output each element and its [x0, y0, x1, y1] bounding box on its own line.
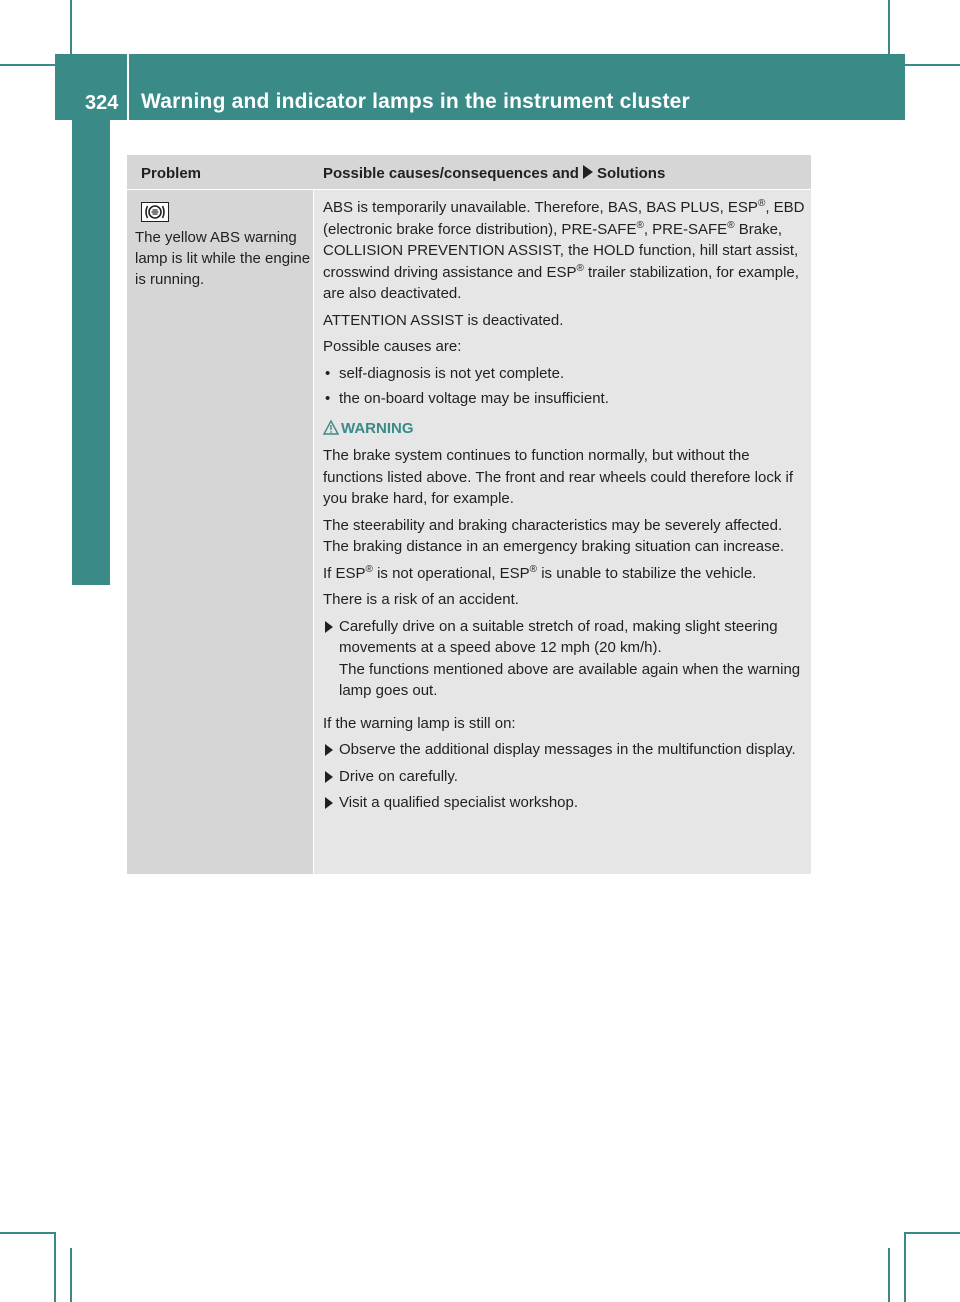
paragraph-abs-unavailable: ABS is temporarily unavailable. Therefore, BAS, BAS PLUS, ESP®, EBD (electronic brake force distribution), PRE-SAFE®, PRE-SAFE® Brake, COLLISION PREVENTION ASSIST, the HOLD function, hill start assist, crosswind driving assistance and ESP® trailer stabilization, for example, are also deactivated. — [323, 198, 805, 302]
list-item: • self-diagnosis is not yet complete. — [323, 363, 807, 385]
paragraph-attention-assist: ATTENTION ASSIST is deactivated. — [323, 311, 564, 329]
arrow-right-icon — [325, 797, 333, 809]
crop-mark — [888, 1248, 890, 1302]
column-header-solutions-text: Solutions — [596, 165, 666, 182]
warning-heading — [323, 418, 807, 440]
page-title: Warning and indicator lamps in the instrument cluster — [141, 90, 690, 113]
paragraph-possible-causes: Possible causes are: — [323, 338, 462, 355]
solutions-cell — [314, 190, 811, 874]
problem-description: The yellow ABS warning lamp is lit while the engine is running. — [135, 229, 311, 288]
warning-text: There is a risk of an accident. — [323, 591, 519, 608]
warning-label: WARNING — [341, 419, 414, 437]
crop-mark — [904, 1232, 960, 1234]
crop-mark — [70, 1248, 72, 1302]
instruction-step: Carefully drive on a suitable stretch of road, making slight steering movements at a speed above 12 mph (20 km/h). The functions mentioned above are available again when the warning lamp goes out. — [323, 616, 807, 702]
table-header-row — [127, 155, 811, 189]
page-number: 324 — [85, 92, 119, 114]
list-item: • the on-board voltage may be insufficient. — [323, 388, 807, 410]
paragraph-if-still-on: If the warning lamp is still on: — [323, 714, 516, 732]
instruction-step: Observe the additional display messages in the multifunction display. — [323, 739, 807, 761]
crop-mark — [904, 1232, 906, 1302]
column-header-causes-text: Possible causes/consequences and — [323, 165, 579, 182]
problem-cell — [127, 190, 313, 874]
crop-mark — [54, 1232, 56, 1302]
column-header-causes — [323, 165, 665, 182]
column-header-problem: Problem — [141, 165, 202, 182]
crop-mark — [900, 64, 960, 66]
crop-mark — [0, 64, 60, 66]
arrow-right-icon — [325, 744, 333, 756]
abs-warning-lamp-icon — [141, 202, 169, 222]
warning-text: If ESP® is not operational, ESP® is unable to stabilize the vehicle. — [323, 563, 757, 582]
header-divider — [127, 54, 129, 120]
warning-text: The steerability and braking characteristics may be severely affected. The braking distance in an emergency braking situation can increase. — [323, 516, 785, 555]
warning-text: The brake system continues to function normally, but without the functions listed above. The front and rear wheels could therefore lock if you brake hard, for example. — [323, 447, 793, 507]
crop-mark — [0, 1232, 56, 1234]
instruction-step: Drive on carefully. — [323, 766, 807, 788]
warning-triangle-icon — [323, 420, 339, 435]
arrow-right-icon — [325, 771, 333, 783]
solutions-content — [323, 197, 807, 819]
arrow-right-icon — [325, 621, 333, 633]
chapter-tab-label: On-board computer and displays — [73, 186, 98, 531]
arrow-right-icon — [583, 165, 593, 179]
instruction-step: Visit a qualified specialist workshop. — [323, 792, 807, 814]
problem-solution-table — [127, 155, 811, 874]
